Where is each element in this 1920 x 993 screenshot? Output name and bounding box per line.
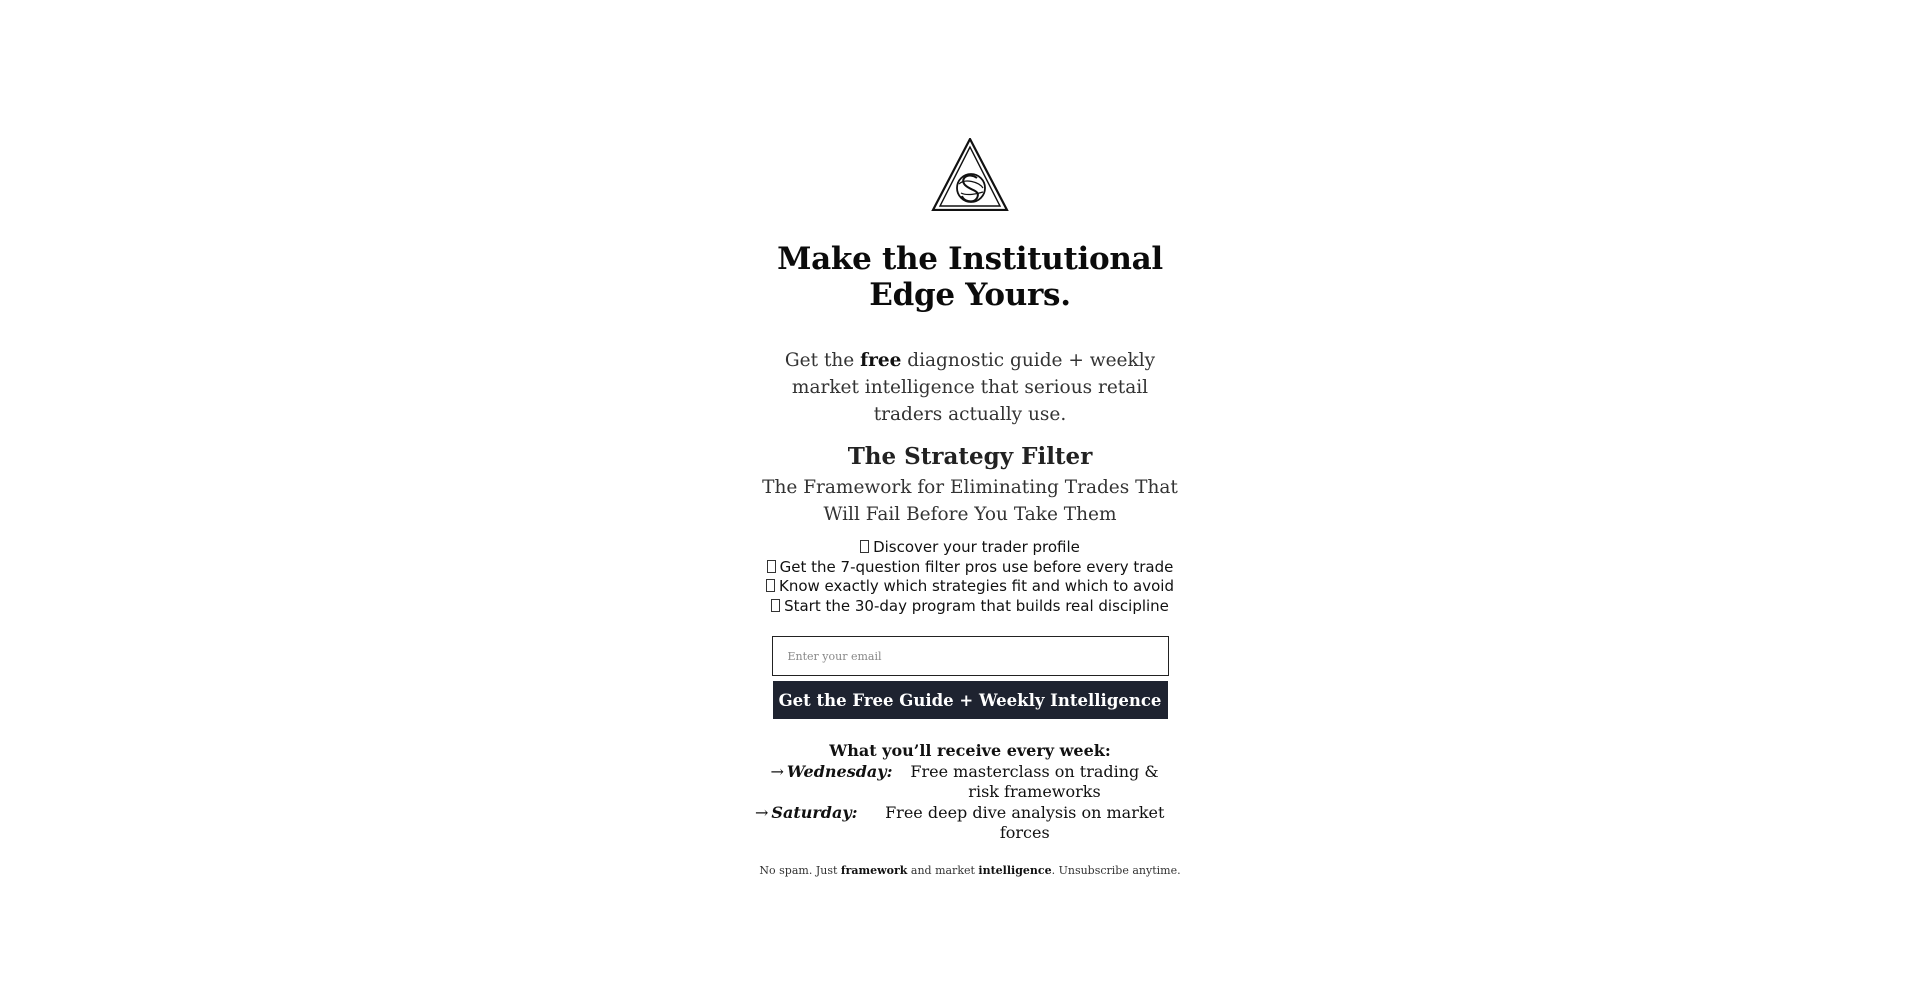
schedule-description: Free masterclass on trading & risk frameworks [910,761,1159,801]
email-field[interactable] [772,636,1169,676]
disclaimer-text [755,864,1185,878]
product-subtitle: The Framework for Eliminating Trades That Will Fail Before You Take Them [762,477,1178,525]
product-title: The Strategy Filter [847,443,1093,470]
get-guide-button[interactable]: Get the Free Guide + Weekly Intelligence [773,681,1168,719]
weekly-schedule [755,741,1185,844]
missing-glyph-icon [767,560,776,573]
benefit-text: Start the 30-day program that builds real discipline [784,596,1169,615]
schedule-day: Wednesday: [786,761,893,781]
signup-form [772,636,1169,719]
missing-glyph-icon [771,599,780,612]
missing-glyph-icon [766,579,775,592]
triangle-monogram-logo [931,138,1009,211]
page-title: Make the Institutional Edge Yours. [777,241,1163,313]
arrow-right-icon: → [770,761,784,781]
disclaimer-part: . Unsubscribe anytime. [1051,863,1181,877]
schedule-item-saturday [755,803,1185,844]
disclaimer-bold: framework [840,863,908,877]
intro-text-end: diagnostic guide + weekly market intelligence that serious retail traders actually use. [791,350,1156,425]
disclaimer-part: No spam. Just [759,863,841,877]
benefit-list [755,538,1185,616]
benefit-text: Discover your trader profile [873,538,1080,556]
arrow-right-icon: → [755,802,769,822]
benefit-text: Know exactly which strategies fit and which to avoid [779,577,1174,595]
schedule-description: Free deep dive analysis on market forces [885,802,1165,842]
list-item [755,577,1185,597]
list-item [755,597,1185,617]
weekly-title: What you’ll receive every week: [829,741,1111,760]
missing-glyph-icon [860,540,869,553]
disclaimer-bold: intelligence [978,863,1052,877]
disclaimer-part: and market [907,863,979,877]
schedule-item-wednesday [755,762,1185,803]
intro-text-start: Get the [784,350,861,371]
list-item [755,558,1185,578]
schedule-day: Saturday: [771,802,858,822]
intro-text [760,347,1180,428]
list-item [755,538,1185,558]
benefit-text: Get the 7-question filter pros use before every trade [779,557,1174,576]
signup-card [755,138,1185,878]
intro-text-bold: free [860,350,902,371]
